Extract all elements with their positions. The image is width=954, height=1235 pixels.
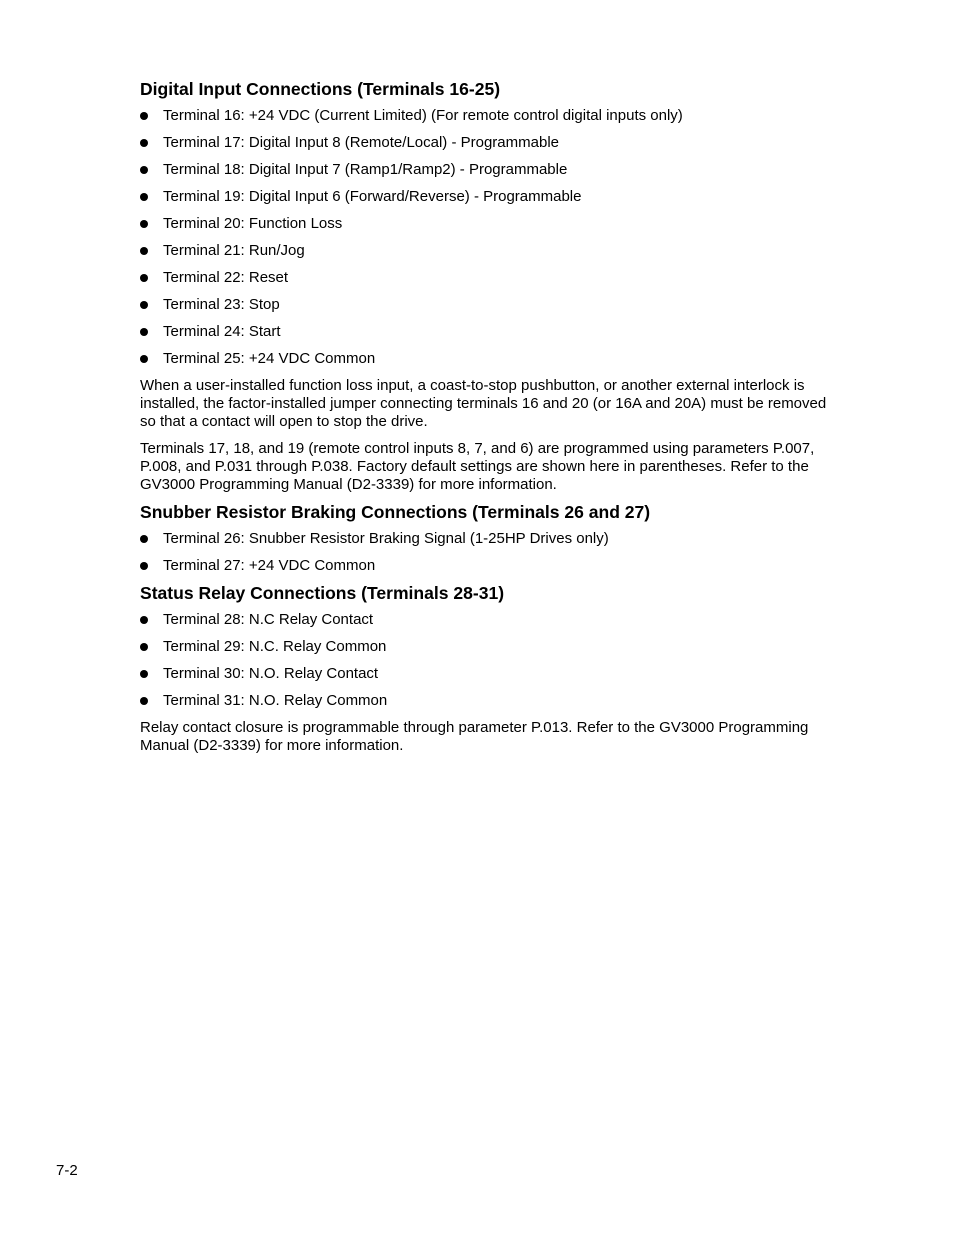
bullet-icon (140, 274, 148, 282)
bullet-icon (140, 139, 148, 147)
list-item: Terminal 23: Stop (140, 296, 845, 314)
remote-inputs-paragraph: Terminals 17, 18, and 19 (remote control inputs 8, 7, and 6) are programmed using parameters P.007, P.008, and P.031 through P.038. Factory default settings are shown here in parentheses. Refer to the GV3000 Programming Manual (D2-3339) for more information. (140, 440, 815, 493)
function-loss-paragraph: When a user-installed function loss input, a coast-to-stop pushbutton, or another external interlock is installed, the factor-installed jumper connecting terminals 16 and 20 (or 16A and 20A) must be removed so that a contact will open to stop the drive. (140, 377, 827, 430)
snubber-heading: Snubber Resistor Braking Connections (Terminals 26 and 27) (140, 502, 651, 522)
list-item: Terminal 19: Digital Input 6 (Forward/Reverse) - Programmable (140, 188, 845, 206)
bullet-icon (140, 355, 148, 363)
bullet-icon (140, 220, 148, 228)
page-number: 7-2 (56, 1162, 78, 1179)
status-relay-heading: Status Relay Connections (Terminals 28-31) (140, 583, 505, 603)
relay-closure-paragraph: Relay contact closure is programmable through parameter P.013. Refer to the GV3000 Programming Manual (D2-3339) for more information. (140, 719, 809, 754)
bullet-icon (140, 697, 148, 705)
list-item: Terminal 24: Start (140, 323, 845, 341)
list-item: Terminal 25: +24 VDC Common (140, 350, 845, 368)
list-item: Terminal 22: Reset (140, 269, 845, 287)
bullet-icon (140, 112, 148, 120)
digital-input-list (140, 107, 845, 368)
list-item: Terminal 30: N.O. Relay Contact (140, 665, 845, 683)
bullet-icon (140, 166, 148, 174)
list-item: Terminal 16: +24 VDC (Current Limited) (For remote control digital inputs only) (140, 107, 845, 125)
list-item: Terminal 18: Digital Input 7 (Ramp1/Ramp2) - Programmable (140, 161, 845, 179)
bullet-icon (140, 643, 148, 651)
status-relay-list (140, 611, 845, 710)
list-item: Terminal 28: N.C Relay Contact (140, 611, 845, 629)
list-item: Terminal 31: N.O. Relay Common (140, 692, 845, 710)
bullet-icon (140, 328, 148, 336)
bullet-icon (140, 535, 148, 543)
list-item: Terminal 17: Digital Input 8 (Remote/Local) - Programmable (140, 134, 845, 152)
list-item: Terminal 27: +24 VDC Common (140, 557, 845, 575)
digital-input-heading: Digital Input Connections (Terminals 16-25) (140, 79, 501, 99)
list-item: Terminal 21: Run/Jog (140, 242, 845, 260)
list-item: Terminal 20: Function Loss (140, 215, 845, 233)
list-item: Terminal 29: N.C. Relay Common (140, 638, 845, 656)
list-item: Terminal 26: Snubber Resistor Braking Signal (1-25HP Drives only) (140, 530, 845, 548)
bullet-icon (140, 247, 148, 255)
bullet-icon (140, 301, 148, 309)
document-body (140, 80, 845, 764)
bullet-icon (140, 193, 148, 201)
snubber-list (140, 530, 845, 575)
bullet-icon (140, 562, 148, 570)
bullet-icon (140, 670, 148, 678)
bullet-icon (140, 616, 148, 624)
